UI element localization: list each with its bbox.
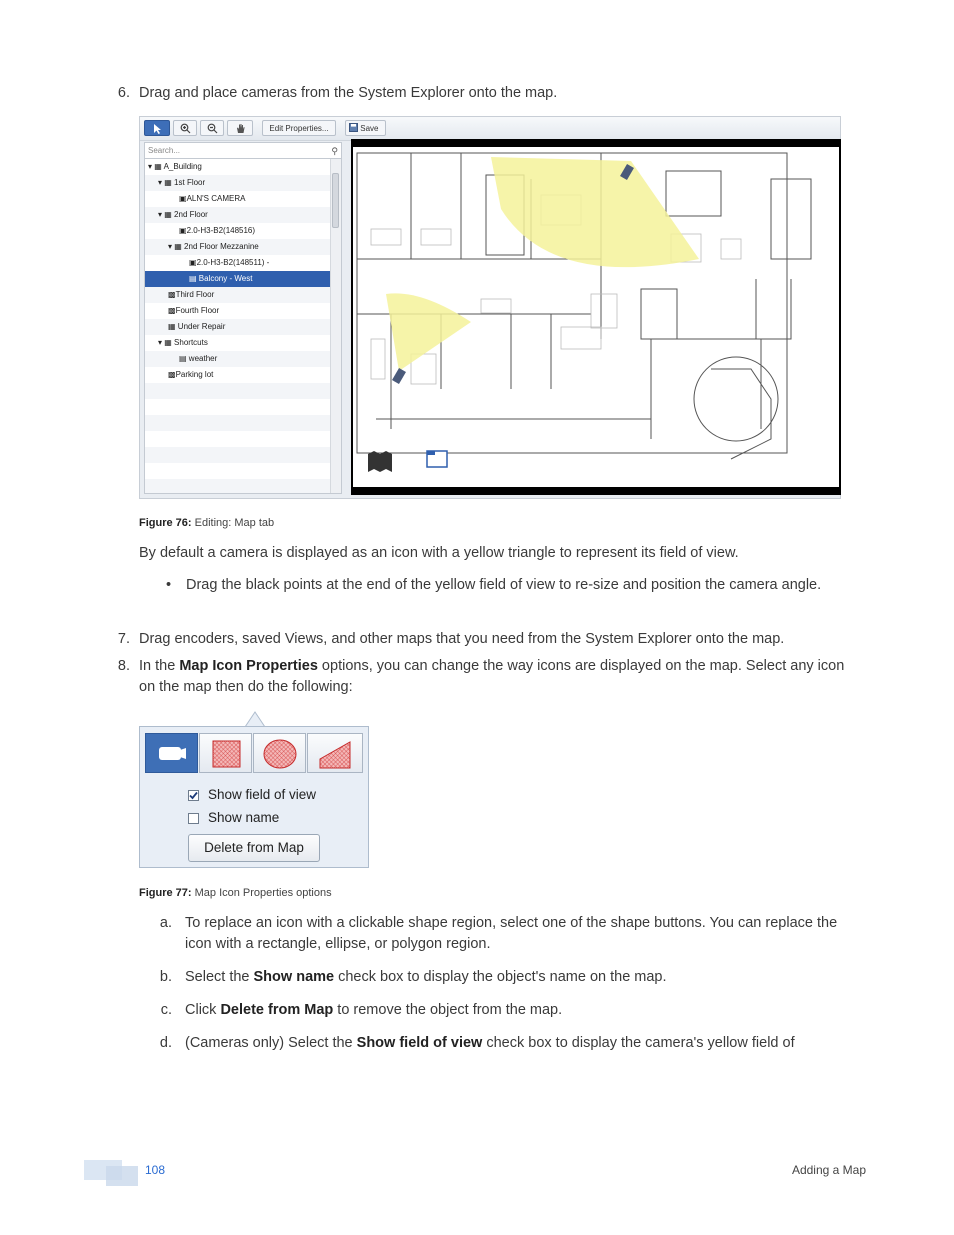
ui-term-show-name: Show name [253, 969, 335, 985]
tree-empty-row [145, 447, 331, 463]
scrollbar-thumb[interactable] [332, 173, 339, 228]
tree-item-2nd-floor-mezzanine[interactable]: ▾ ▦ 2nd Floor Mezzanine [145, 239, 342, 255]
tree-item-alns-camera[interactable]: ▣ALN'S CAMERA [179, 194, 246, 203]
caption-text: Map Icon Properties options [191, 887, 332, 899]
search-input[interactable] [145, 143, 341, 159]
icon-shape-button[interactable] [145, 733, 198, 773]
ui-term-show-field-of-view: Show field of view [356, 1035, 483, 1051]
step-text: Drag encoders, saved Views, and other maps that you need from the System Explorer onto the map. [139, 631, 785, 647]
floor-icon: ▦ [168, 322, 176, 331]
map-icon: ▩ [168, 290, 176, 299]
tree-item-parking-lot[interactable]: ▩Parking lot [168, 370, 214, 379]
footer-section-title: Adding a Map [791, 1163, 866, 1177]
figure-76-caption [139, 517, 274, 529]
map-icon: ▩ [168, 306, 176, 315]
camera-icon: ▣ [189, 258, 197, 267]
tree-item-a-building[interactable]: ▾ ▦ A_Building [148, 162, 202, 171]
save-label: Save [360, 124, 379, 133]
tree-item-2nd-floor[interactable]: ▾ ▦ 2nd Floor [145, 207, 342, 223]
ellipse-icon [254, 734, 307, 774]
tree-item-shortcuts[interactable]: ▾ ▦ Shortcuts [158, 338, 208, 347]
floor-icon: ▦ [174, 242, 182, 251]
save-button[interactable] [345, 120, 386, 136]
delete-from-map-button[interactable]: Delete from Map [188, 834, 320, 862]
pan-button[interactable] [227, 120, 253, 136]
floor-icon: ▦ [164, 178, 172, 187]
show-fov-label: Show field of view [208, 787, 317, 802]
map-icon: ▩ [168, 370, 176, 379]
tree-item-under-repair[interactable]: ▦ Under Repair [145, 319, 342, 335]
step-text: Drag and place cameras from the System Explorer onto the map. [139, 85, 558, 101]
substep-a [150, 913, 862, 955]
popup-pointer [244, 711, 266, 727]
substep-text: Select the Show name check box to display the object's name on the map. [185, 969, 667, 985]
step-text: In the Map Icon Properties options, you can change the way icons are displayed on the map. Select any icon on the map then do the following: [139, 658, 845, 695]
edit-properties-button[interactable]: Edit Properties... [262, 120, 336, 136]
bullet-dot: • [166, 577, 172, 593]
building-icon: ▦ [154, 162, 162, 171]
floor-icon: ▦ [164, 338, 172, 347]
tree-empty-row [145, 383, 331, 399]
floor-plan-map[interactable] [351, 139, 841, 495]
hand-icon [235, 123, 246, 134]
zoom-in-button[interactable] [173, 120, 197, 136]
substep-d [150, 1033, 862, 1054]
substep-text: To replace an icon with a clickable shape region, select one of the shape buttons. You can replace the icon with a rectangle, ellipse, or polygon region. [185, 915, 838, 952]
bullet-item [166, 575, 836, 596]
camera-icon: ▣ [179, 194, 187, 203]
caption-label: Figure 77: [139, 887, 192, 899]
show-name-checkbox[interactable] [188, 813, 199, 824]
substep-b [150, 967, 862, 988]
tree-item-camera-148516[interactable]: ▣2.0-H3-B2(148516) [179, 226, 256, 235]
caption-text: Editing: Map tab [191, 517, 275, 529]
polygon-icon [308, 734, 364, 774]
zoom-out-button[interactable] [200, 120, 224, 136]
caption-label: Figure 76: [139, 517, 192, 529]
floor-plan-drawing [351, 139, 841, 495]
zoom-in-icon [180, 123, 191, 134]
camera-icon [146, 734, 199, 774]
rectangle-shape-button[interactable] [199, 733, 252, 773]
step-7 [108, 629, 848, 650]
figure-77-caption [139, 887, 332, 899]
pointer-icon [152, 123, 162, 135]
search-icon: ⚲ [331, 146, 338, 156]
substep-letter: d. [159, 1035, 172, 1051]
tree-item-camera-148511[interactable]: ▣2.0-H3-B2(148511) - [189, 258, 270, 267]
search-placeholder: Search... [148, 146, 181, 155]
map-icon-properties-popup [139, 726, 369, 868]
footer-decoration [84, 1160, 138, 1186]
tree-empty-row [145, 479, 331, 494]
tree-item-fourth-floor[interactable]: ▩Fourth Floor [168, 306, 220, 315]
map-toolbar [140, 117, 840, 141]
floor-icon: ▦ [164, 210, 172, 219]
step-8 [108, 656, 858, 698]
checkmark-icon [188, 790, 199, 801]
paragraph-default-display: By default a camera is displayed as an icon with a yellow triangle to represent its field of view. [139, 545, 739, 561]
page-icon: ▤ [179, 354, 187, 363]
substep-letter: b. [159, 969, 172, 985]
select-tool-button[interactable] [144, 120, 170, 136]
polygon-shape-button[interactable] [307, 733, 363, 773]
page-number: 108 [145, 1163, 166, 1177]
map-icon: ▤ [189, 274, 197, 283]
rectangle-icon [200, 734, 253, 774]
step-number: 7. [117, 631, 130, 647]
substep-c [150, 1000, 862, 1021]
tree-item-weather[interactable]: ▤ weather [145, 351, 342, 367]
ui-term-map-icon-properties: Map Icon Properties [179, 658, 318, 674]
figure-map-editor [139, 116, 841, 499]
ui-term-delete-from-map: Delete from Map [220, 1002, 334, 1018]
tree-empty-row [145, 415, 331, 431]
step-number: 8. [117, 658, 130, 674]
save-icon [349, 123, 358, 132]
substep-text: (Cameras only) Select the Show field of view check box to display the camera's yellow field of [185, 1035, 795, 1051]
ellipse-shape-button[interactable] [253, 733, 306, 773]
tree-item-1st-floor[interactable]: ▾ ▦ 1st Floor [145, 175, 342, 191]
substep-text: Click Delete from Map to remove the object from the map. [185, 1002, 563, 1018]
zoom-out-icon [207, 123, 218, 134]
tree-item-third-floor[interactable]: ▩Third Floor [145, 287, 342, 303]
tree-item-balcony-west[interactable]: ▤ Balcony - West [145, 271, 342, 287]
system-explorer-tree [144, 142, 342, 494]
step-number: 6. [117, 85, 130, 101]
show-name-label: Show name [208, 810, 280, 825]
tree-scrollbar[interactable] [330, 159, 341, 493]
camera-icon: ▣ [179, 226, 187, 235]
substep-letter: a. [159, 915, 172, 931]
bullet-text: Drag the black points at the end of the yellow field of view to re-size and position the camera angle. [186, 577, 822, 593]
show-fov-checkbox[interactable] [188, 790, 199, 801]
substep-letter: c. [160, 1002, 172, 1018]
